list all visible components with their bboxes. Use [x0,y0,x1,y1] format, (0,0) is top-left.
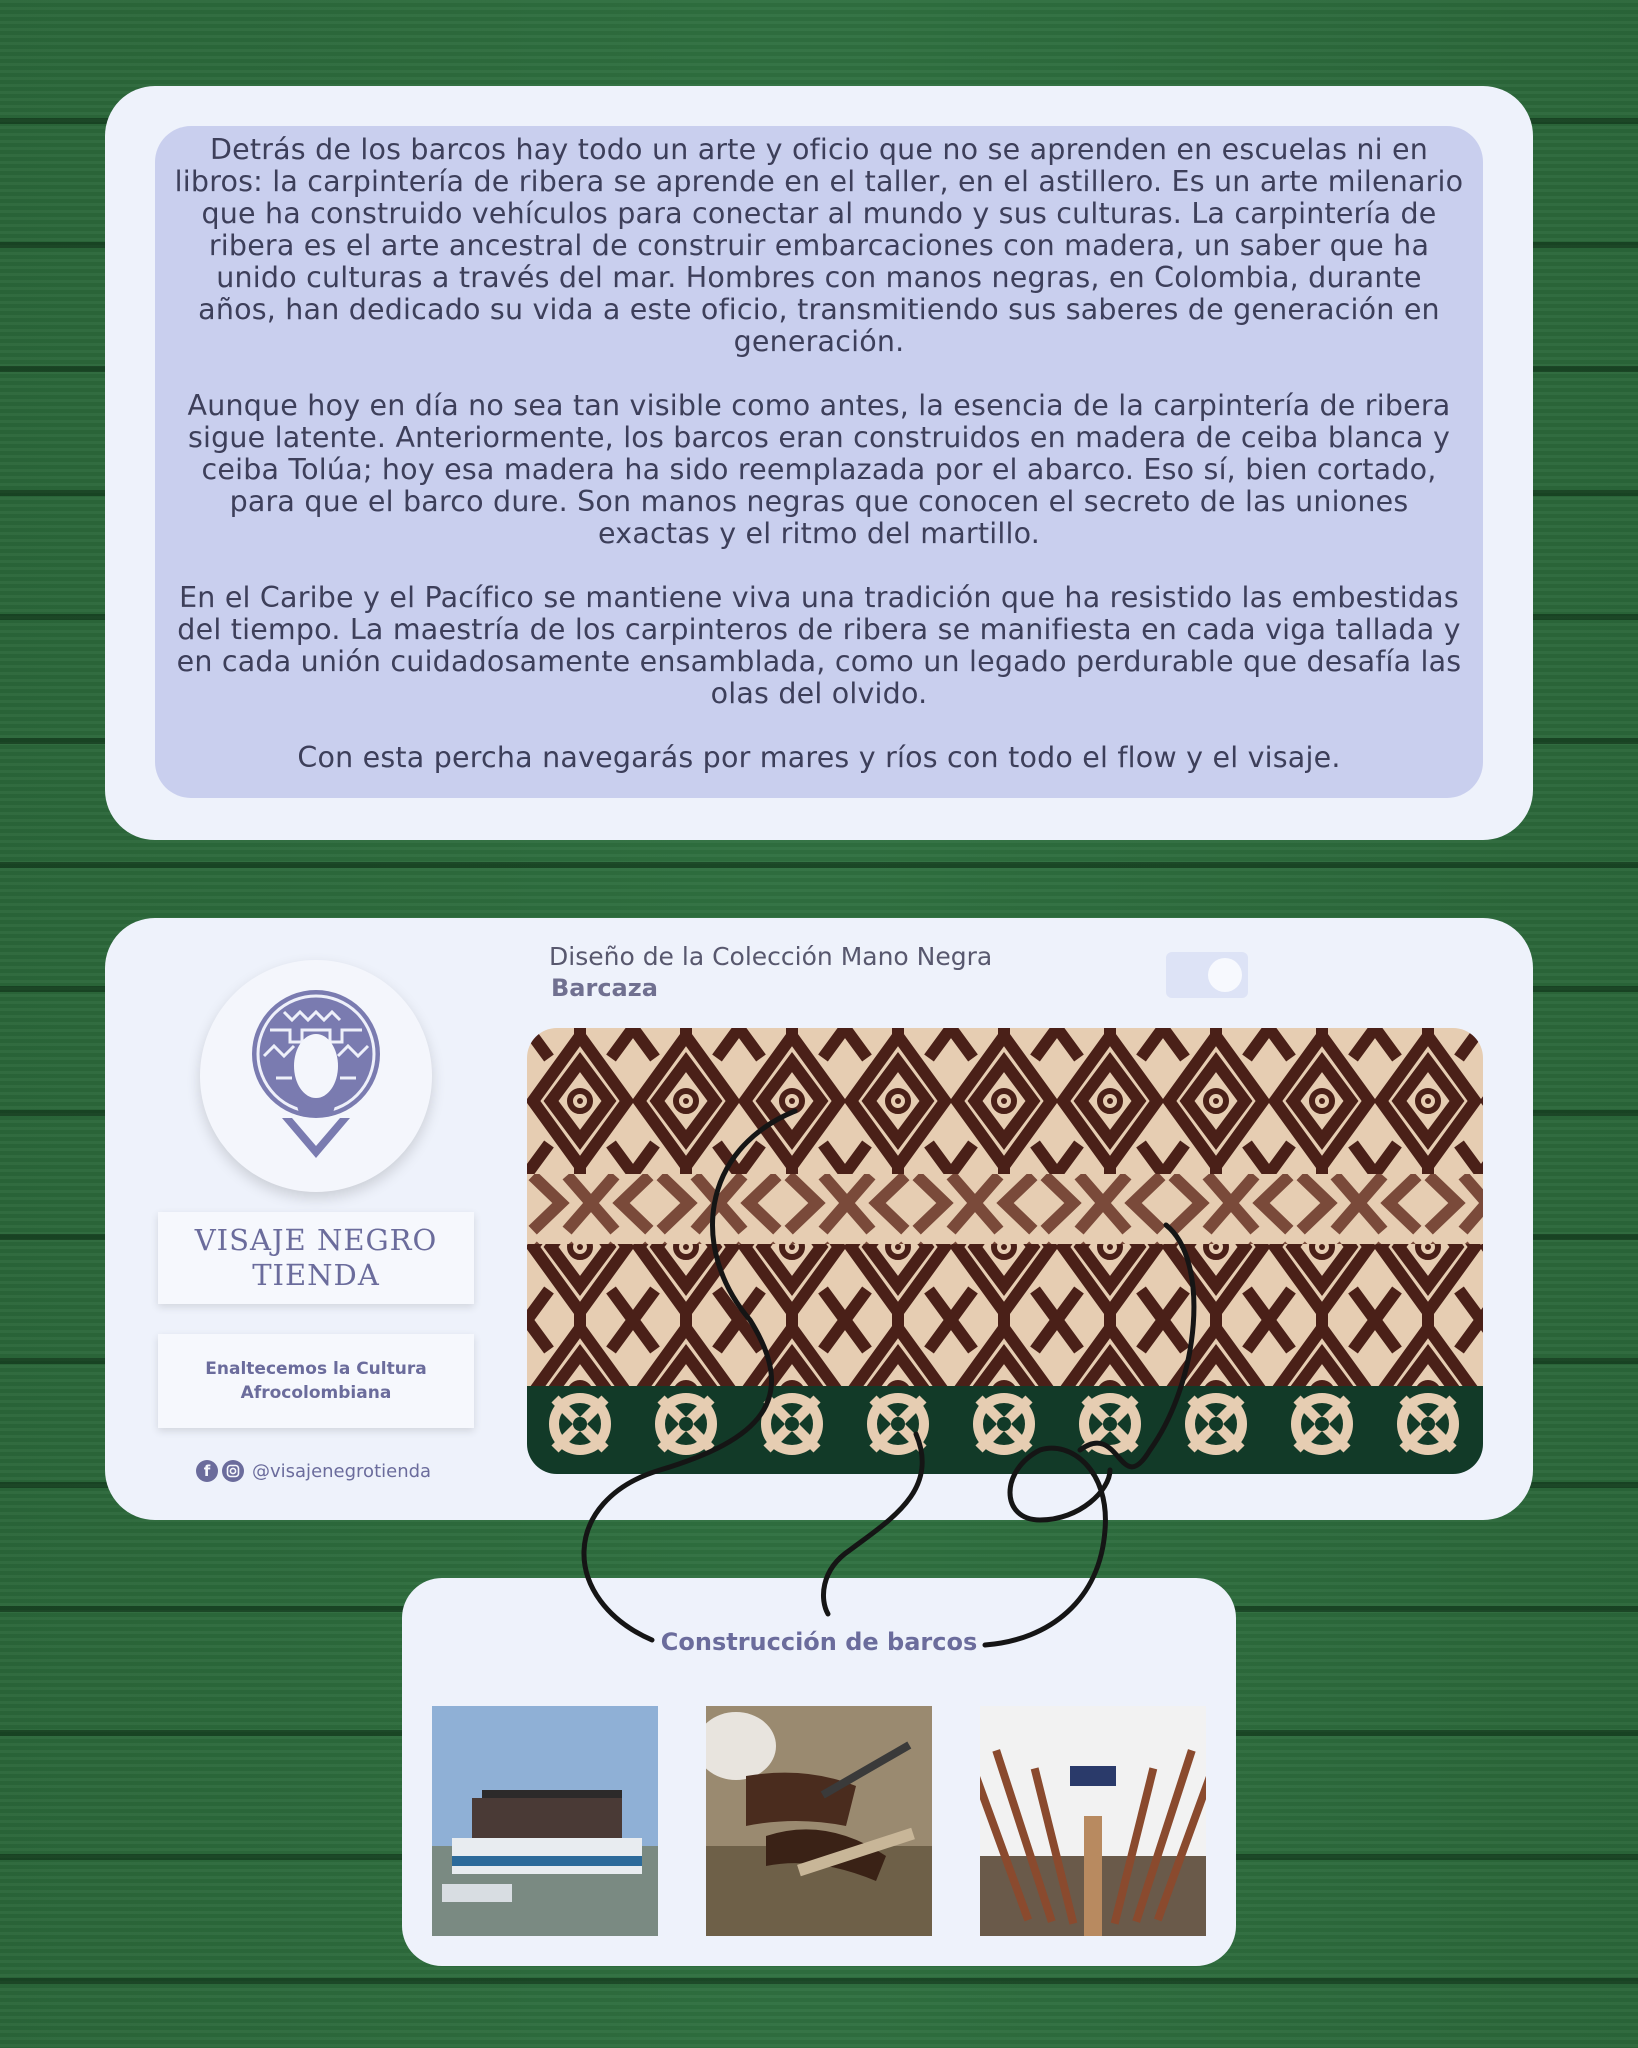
store-name-line1: VISAJE NEGRO [194,1223,438,1257]
description-paragraph-2: Aunque hoy en día no sea tan visible como antes, la esencia de la carpintería de ribera sigue latente. Anteriormente, los barcos eran construidos en madera de ceiba blanca y ceiba Tolúa; hoy esa madera ha sido reemplazada por el abarco. Eso sí, bien cortado, para que el barco dure. Son manos negras que conocen el secreto de las uniones exactas y el ritmo del martillo. [187,389,1451,550]
store-name-line2: TIENDA [252,1258,380,1292]
description-panel [155,126,1483,798]
description-paragraph-4: Con esta percha navegarás por mares y ríos con todo el flow y el visaje. [297,741,1341,774]
design-toggle[interactable] [1166,952,1248,998]
photo-carpenter[interactable] [706,1706,932,1936]
description-paragraph-3: En el Caribe y el Pacífico se mantiene viva una tradición que ha resistido las embestidas del tiempo. La maestría de los carpinteros de ribera se manifiesta en cada viga tallada y en cada unión cuidadosamente ensamblada, como un legado perdurable que desafía las olas del olvido. [176,581,1462,710]
design-name: Barcaza [551,974,658,1002]
barcaza-pattern [527,1028,1483,1474]
description-card [105,86,1533,840]
facebook-icon[interactable]: f [196,1460,218,1482]
store-name-box [158,1212,474,1304]
social-links[interactable] [196,1458,431,1484]
tagline-line2: Afrocolombiana [240,1383,392,1403]
instagram-icon[interactable] [222,1460,244,1482]
photos-title: Construcción de barcos [660,1628,978,1656]
photo-boat[interactable] [432,1706,658,1936]
social-handle[interactable]: @visajenegrotienda [252,1460,432,1482]
logo [200,960,432,1192]
description-paragraph-1: Detrás de los barcos hay todo un arte y oficio que no se aprenden en escuelas ni en libros: la carpintería de ribera se aprende en el taller, en el astillero. Es un arte milenario que ha construido vehículos para conectar al mundo y sus culturas. La carpintería de ribera es el arte ancestral de construir embarcaciones con madera, un saber que ha unido culturas a través del mar. Hombres con manos negras, en Colombia, durante años, han dedicado su vida a este oficio, transmitiendo sus saberes de generación en generación. [174,133,1464,358]
design-subtitle: Diseño de la Colección Mano Negra [549,942,993,971]
tagline-box [158,1334,474,1428]
afro-head-logo-icon [200,960,432,1192]
toggle-knob[interactable] [1208,958,1242,992]
tagline-line1: Enaltecemos la Cultura [205,1359,427,1379]
photo-hull-frame[interactable] [980,1706,1206,1936]
